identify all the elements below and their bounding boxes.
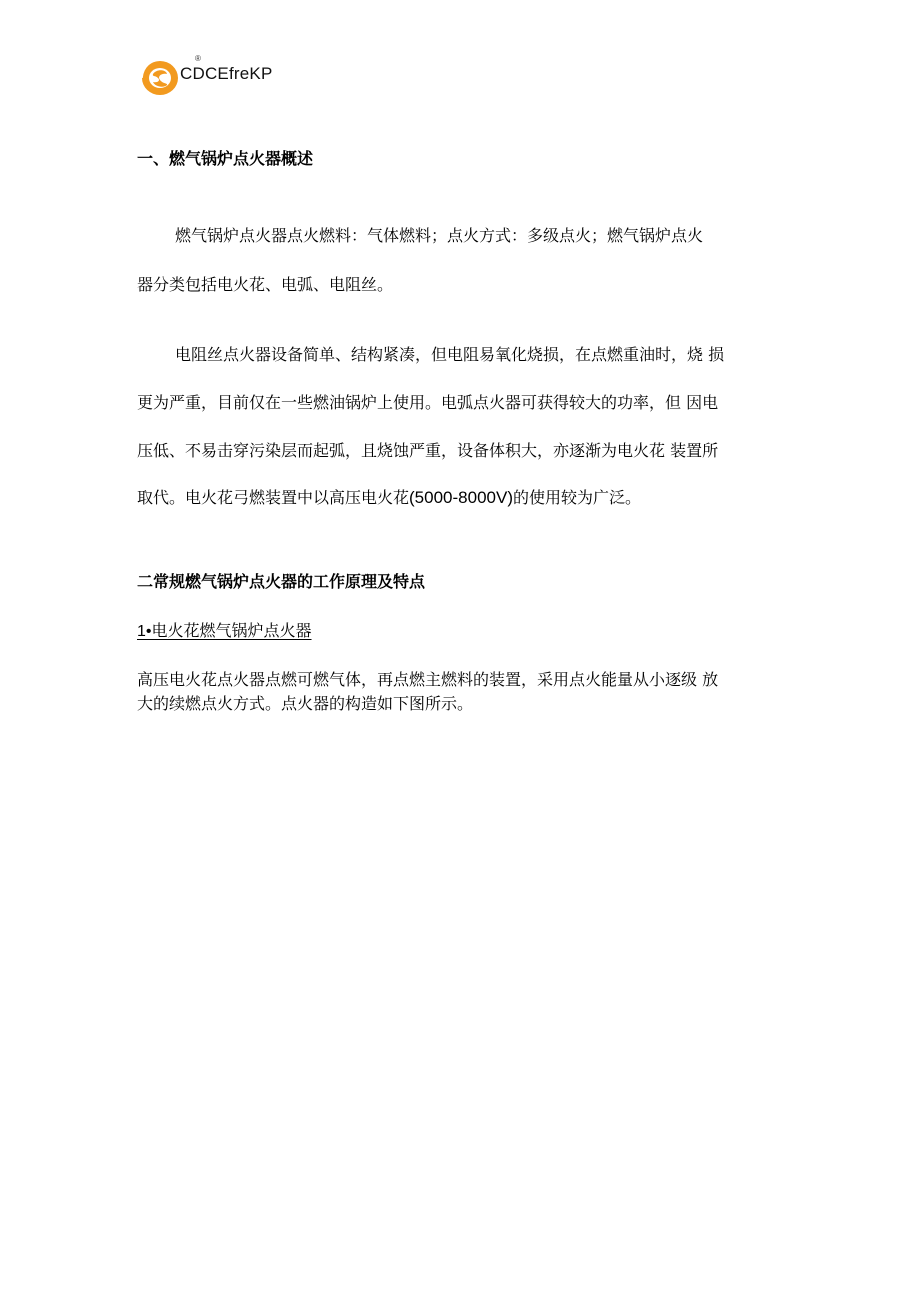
logo-text: CDCEfreKP (180, 64, 273, 83)
subsection-title (137, 618, 312, 641)
paragraph-line: 大的续燃点火方式。点火器的构造如下图所示。 (137, 694, 474, 713)
paragraph-line: 燃气锅炉点火器点火燃料：气体燃料；点火方式：多级点火；燃气锅炉点火 (175, 226, 704, 245)
paragraph-line: 器分类包括电火花、电弧、电阻丝。 (137, 275, 394, 294)
company-logo (140, 54, 340, 102)
paragraph-line: 高压电火花点火器点燃可燃气体，再点燃主燃料的装置，采用点火能量从小逐级 放 (137, 670, 719, 689)
section-heading-principle: 二常规燃气锅炉点火器的工作原理及特点 (137, 572, 426, 591)
paragraph-line: 更为严重，目前仅在一些燃油锅炉上使用。电弧点火器可获得较大的功率，但 因电 (137, 393, 719, 412)
paragraph-line: 压低、不易击穿污染层而起弧，且烧蚀严重，设备体积大，亦逐渐为电火花 装置所 (137, 441, 719, 460)
section-heading-overview: 一、燃气锅炉点火器概述 (137, 149, 314, 168)
subsection-number: 1• (137, 623, 152, 640)
registered-mark: ® (195, 54, 201, 63)
text-span: 取代。电火花弓燃装置中以高压电火花 (137, 488, 410, 507)
paragraph-line: 电阻丝点火器设备简单、结构紧凑，但电阻易氧化烧损，在点燃重油时，烧 损 (175, 345, 725, 364)
voltage-value: (5000-8000V) (409, 488, 513, 507)
logo-emblem-icon (140, 54, 184, 100)
paragraph-line (137, 485, 641, 508)
text-span: 的使用较为广泛。 (512, 488, 641, 507)
subsection-label: 电火花燃气锅炉点火器 (151, 621, 312, 640)
